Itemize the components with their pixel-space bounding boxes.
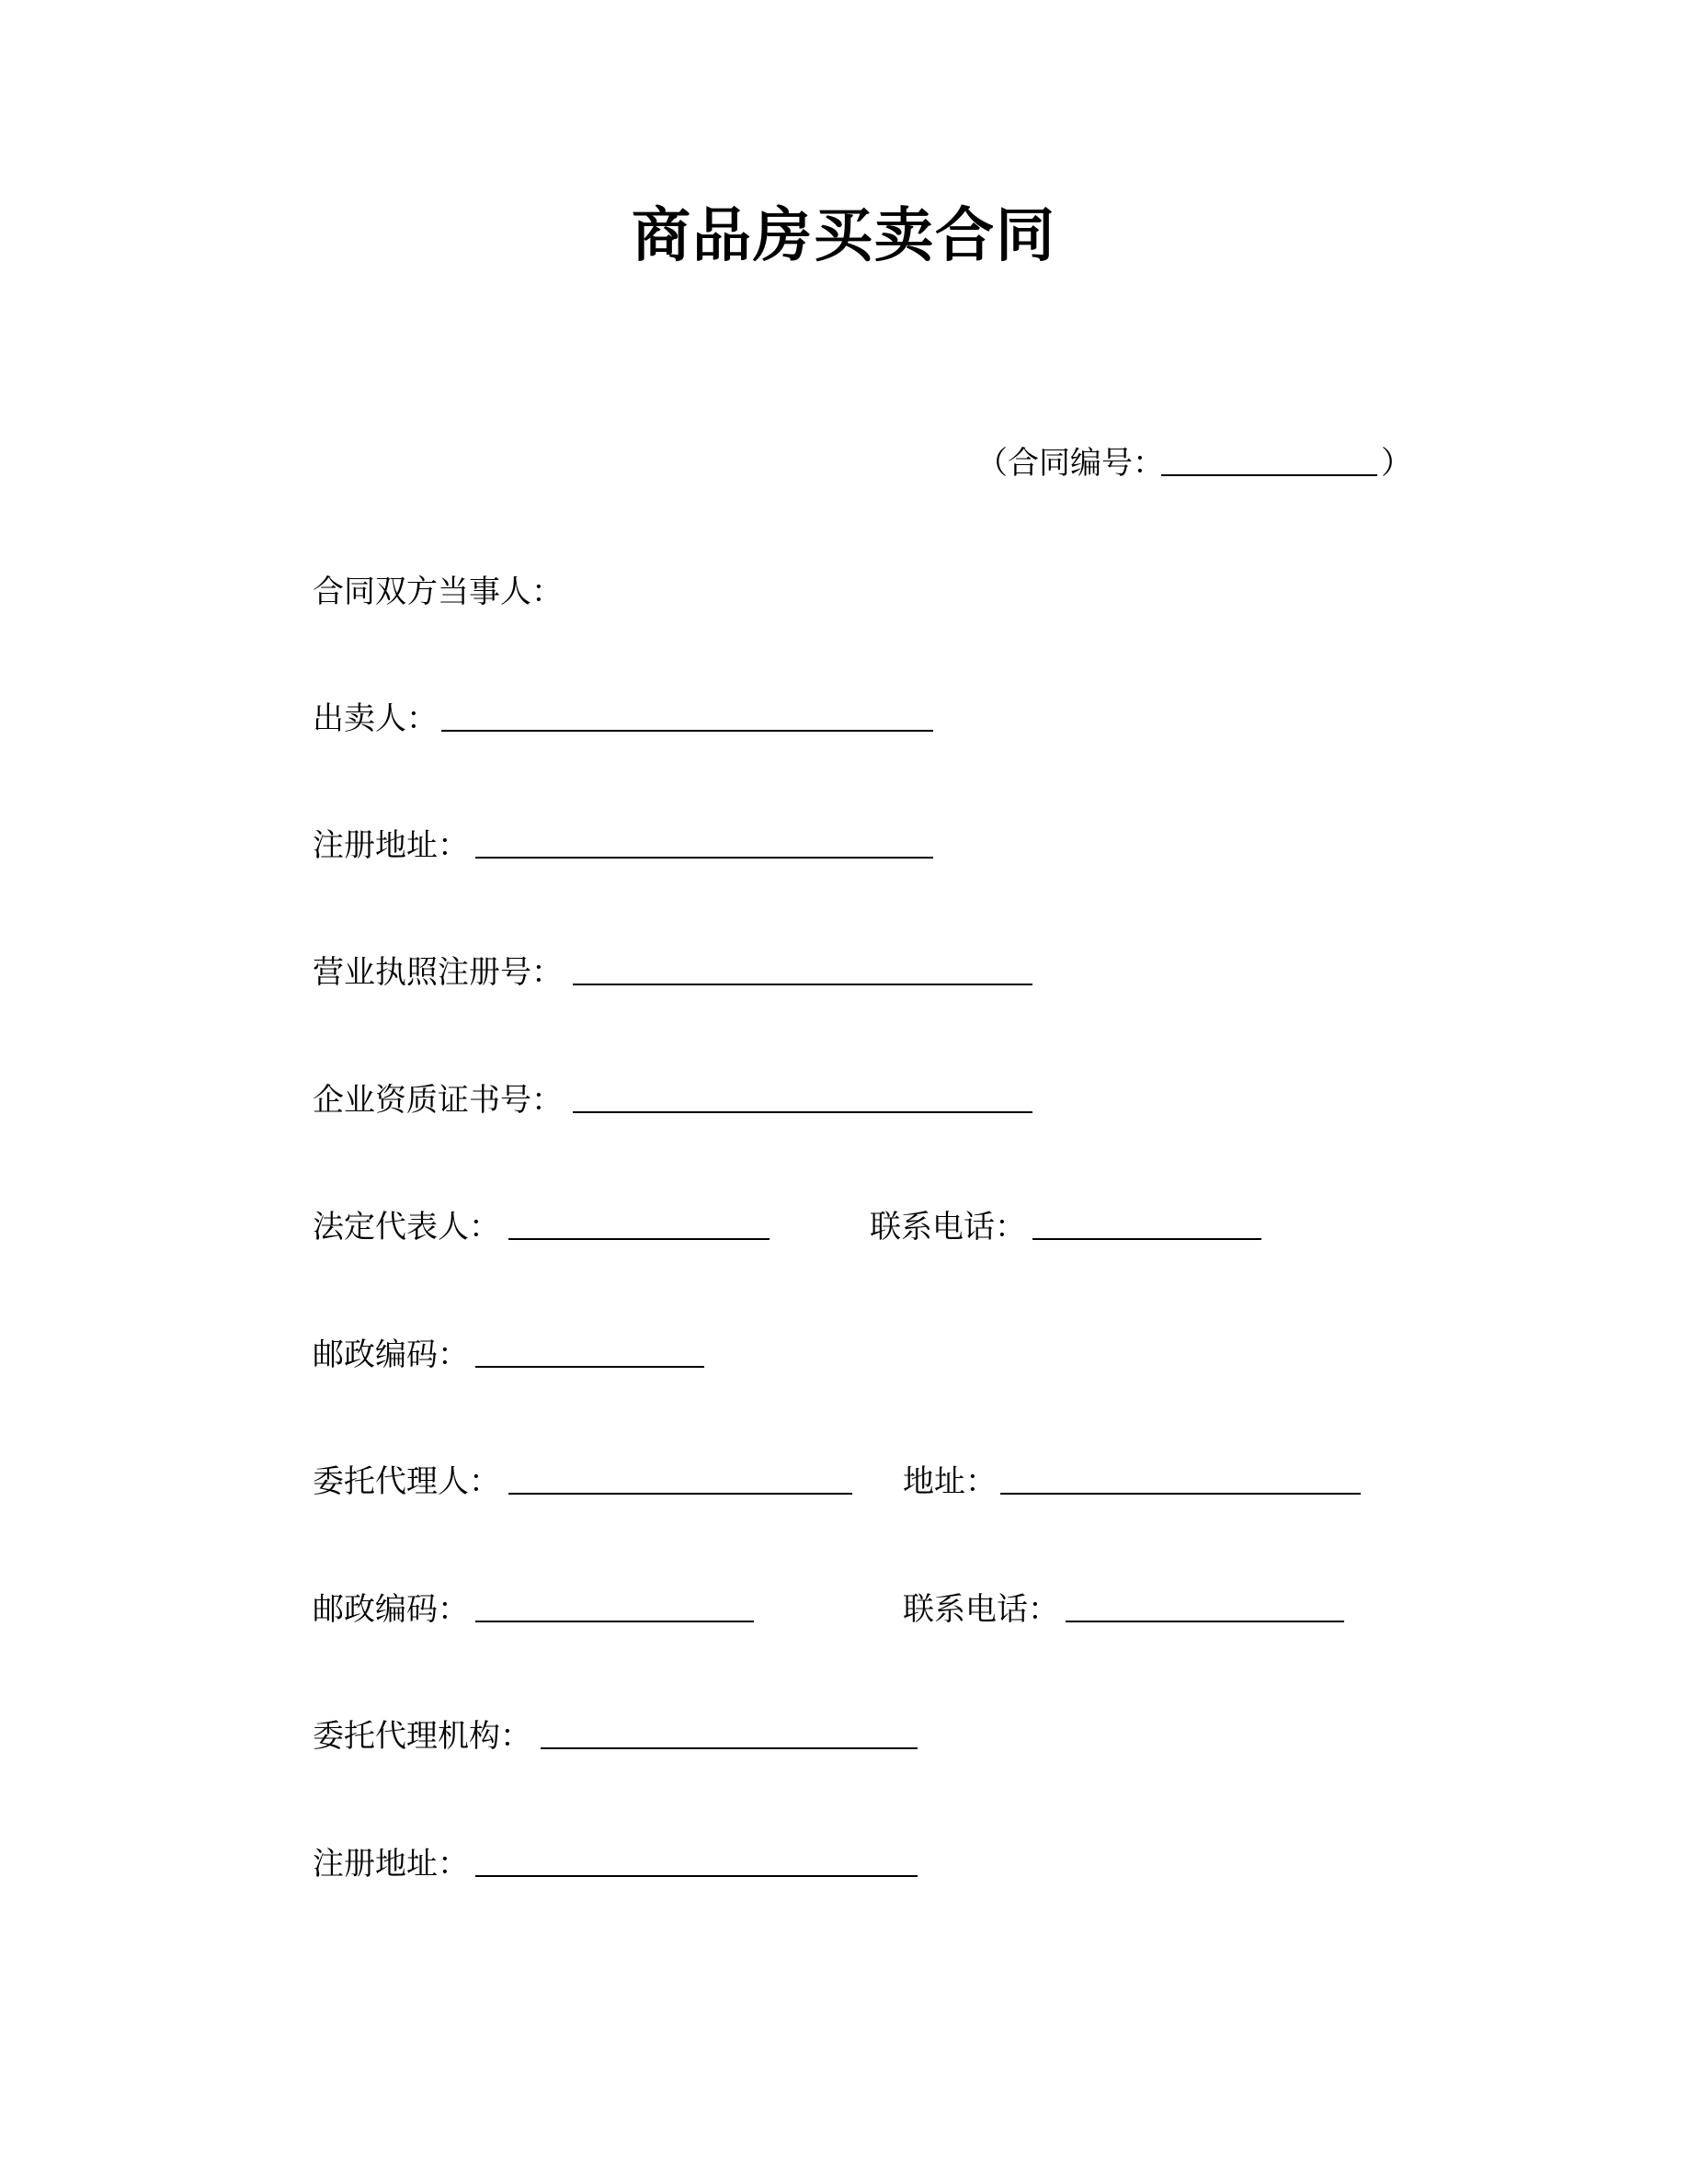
legal-rep-label: 法定代表人： — [313, 1209, 500, 1246]
contract-number-blank[interactable] — [1161, 474, 1377, 476]
business-license-blank[interactable] — [573, 984, 1032, 985]
contract-number-close: ） — [1381, 445, 1412, 482]
registered-address-2-blank[interactable] — [475, 1875, 918, 1877]
agency-label: 委托代理机构： — [313, 1718, 531, 1755]
phone-2-label: 联系电话： — [903, 1591, 1059, 1628]
phone-2-blank[interactable] — [1066, 1621, 1344, 1622]
legal-rep-blank[interactable] — [508, 1238, 770, 1240]
document-title: 商品房买卖合同 — [632, 202, 1056, 270]
qualification-cert-label: 企业资质证书号： — [313, 1082, 563, 1119]
address-label: 地址： — [903, 1463, 997, 1500]
registered-address-label: 注册地址： — [313, 827, 469, 864]
postal-code-1-blank[interactable] — [475, 1366, 704, 1368]
seller-blank[interactable] — [441, 730, 933, 732]
address-blank[interactable] — [1000, 1493, 1361, 1495]
business-license-label: 营业执照注册号： — [313, 954, 563, 991]
postal-code-1-label: 邮政编码： — [313, 1337, 469, 1373]
parties-heading: 合同双方当事人： — [313, 574, 563, 610]
registered-address-blank[interactable] — [475, 857, 933, 859]
postal-code-2-label: 邮政编码： — [313, 1591, 469, 1628]
agent-blank[interactable] — [508, 1493, 852, 1495]
postal-code-2-blank[interactable] — [475, 1621, 754, 1622]
qualification-cert-blank[interactable] — [573, 1111, 1032, 1113]
seller-label: 出卖人： — [313, 700, 438, 737]
phone-1-blank[interactable] — [1032, 1238, 1261, 1240]
contract-number-label: （合同编号： — [976, 445, 1164, 482]
phone-1-label: 联系电话： — [870, 1209, 1026, 1246]
agent-label: 委托代理人： — [313, 1463, 500, 1500]
agency-blank[interactable] — [541, 1747, 918, 1749]
registered-address-2-label: 注册地址： — [313, 1846, 469, 1883]
